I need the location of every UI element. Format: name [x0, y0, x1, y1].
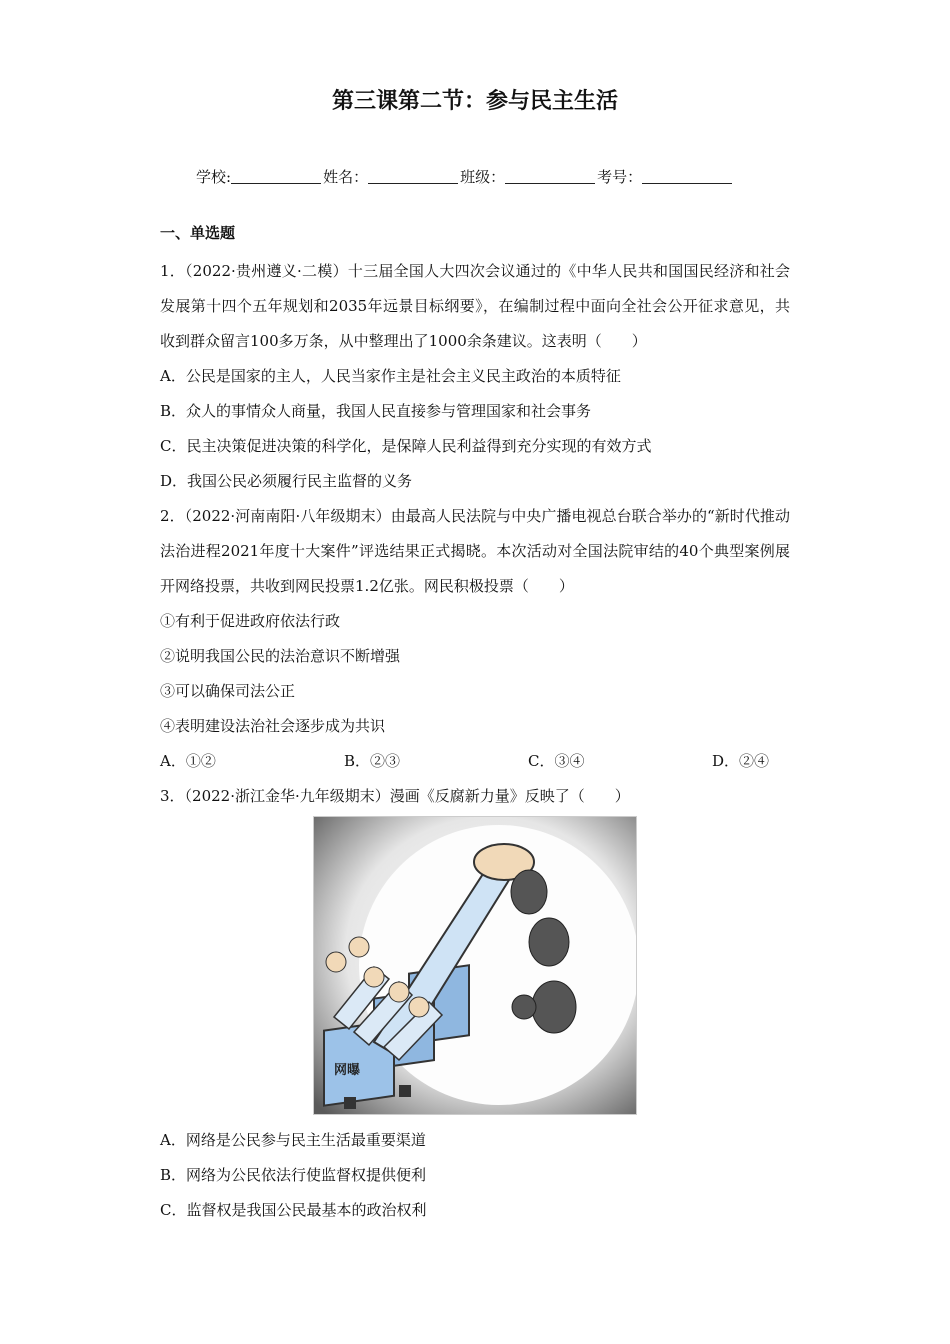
- question-3-option-a[interactable]: A．网络是公民参与民主生活最重要渠道: [160, 1131, 426, 1149]
- question-1-option-d[interactable]: D．我国公民必须履行民主监督的义务: [160, 472, 413, 490]
- question-3-option-b[interactable]: B．网络为公民依法行使监督权提供便利: [160, 1166, 427, 1184]
- student-info-line: [196, 166, 734, 187]
- question-1-option-c[interactable]: C．民主决策促进决策的科学化，是保障人民利益得到充分实现的有效方式: [160, 437, 652, 455]
- question-2-statement-2: ②说明我国公民的法治意识不断增强: [160, 647, 401, 665]
- exam-no-label: 考号：: [597, 168, 643, 186]
- school-label: 学校:: [196, 168, 232, 186]
- question-2-options: [160, 744, 790, 779]
- name-label: 姓名：: [323, 168, 369, 186]
- question-1-option-b[interactable]: B．众人的事情众人商量，我国人民直接参与管理国家和社会事务: [160, 402, 592, 420]
- question-2-option-c[interactable]: C．③④: [528, 752, 585, 770]
- cartoon-illustration: [314, 817, 636, 1114]
- question-3-stem: 3．（2022·浙江金华·九年级期末）漫画《反腐新力量》反映了（ ）: [160, 787, 630, 805]
- page-title: 第三课第二节：参与民主生活: [331, 89, 618, 114]
- question-list: [160, 254, 790, 1228]
- class-label: 班级：: [460, 168, 506, 186]
- question-2-option-b[interactable]: B．②③: [344, 752, 401, 770]
- question-1-stem: 1．（2022·贵州遵义·二模）十三届全国人大四次会议通过的《中华人民共和国国民经济和社会发展第十四个五年规划和2035年远景目标纲要》，在编制过程中面向全社会公开征求意见，共收到群众留言100多万条，从中整理出了1000余条建议。这表明（ ）: [160, 262, 790, 350]
- question-1-option-a[interactable]: A．公民是国家的主人，人民当家作主是社会主义民主政治的本质特征: [160, 367, 621, 385]
- question-2-statement-3: ③可以确保司法公正: [160, 682, 296, 700]
- monitor-label: 网曝: [334, 1063, 361, 1078]
- question-2-option-a[interactable]: A．①②: [160, 752, 216, 770]
- school-blank[interactable]: [231, 169, 321, 184]
- question-2-stem: 2．（2022·河南南阳·八年级期末）由最高人民法院与中央广播电视总台联合举办的“新时代推动法治进程2021年度十大案件”评选结果正式揭晓。本次活动对全国法院审结的40个典型案例展开网络投票，共收到网民投票1.2亿张。网民积极投票（ ）: [160, 507, 790, 595]
- name-blank[interactable]: [368, 169, 458, 184]
- section-heading: 一、单选题: [160, 224, 236, 242]
- exam-no-blank[interactable]: [642, 169, 732, 184]
- question-2-statement-1: ①有利于促进政府依法行政: [160, 612, 341, 630]
- cartoon-image: [313, 816, 637, 1115]
- question-2-option-d[interactable]: D．②④: [712, 752, 770, 770]
- question-3-option-c[interactable]: C．监督权是我国公民最基本的政治权利: [160, 1201, 427, 1219]
- question-2-statement-4: ④表明建设法治社会逐步成为共识: [160, 717, 386, 735]
- class-blank[interactable]: [505, 169, 595, 184]
